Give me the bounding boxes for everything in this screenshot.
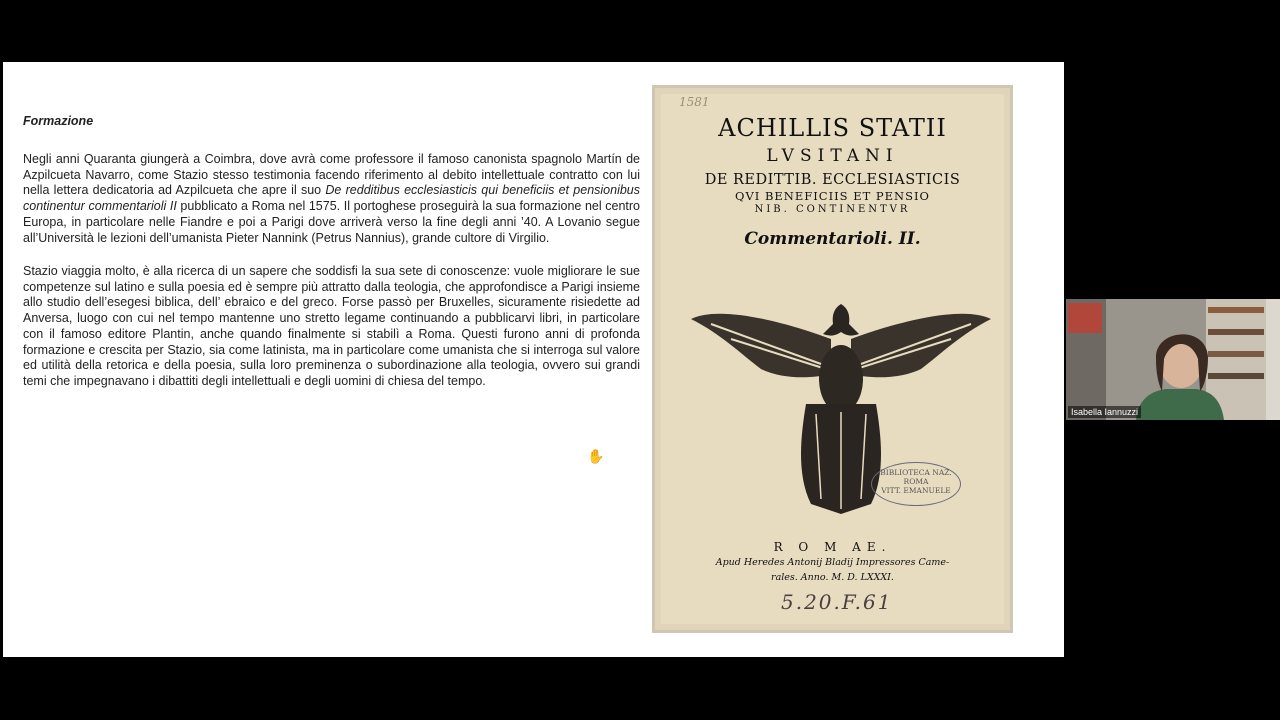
- library-stamp: [871, 462, 961, 506]
- imprint-line-3: rales. Anno. M. D. LXXXI.: [771, 572, 894, 583]
- paragraph-1-text-a: Negli anni Quaranta giungerà a Coimbra, dove avrà come professore il famoso canonista spagnolo Martín de Azpilcueta Navarro, come Stazio stesso testimonia facendo riferimento al debito intellettuale contratto con lui nella lettera dedicatoria ad Azpilcueta che apre il suo: [23, 152, 640, 198]
- paragraph-1-text-b: pubblicato a Roma nel 1575. Il portoghese proseguirà la sua formazione nel centro Europa, in particolare nelle Fiandre e poi a Parigi dove arriverà verso la fine degli anni ’40. A Lovanio segue all’Università le lezioni dell’umanista Pieter Nannink (Petrus Nannius), grande cultore di Virgilio.: [23, 199, 640, 245]
- title-line-1: ACHILLIS STATII: [718, 114, 947, 142]
- stamp-line-3: VITT. EMANUELE: [881, 486, 951, 495]
- stamp-line-2: ROMA: [903, 477, 929, 486]
- handwritten-year: 1581: [679, 95, 710, 109]
- title-line-5: NIB. CONTINENTVR: [754, 204, 911, 215]
- paragraph-1: [23, 152, 640, 246]
- video-feed: [1066, 299, 1280, 420]
- slide-heading: Formazione: [23, 114, 94, 128]
- stamp-line-1: BIBLIOTECA NAZ.: [880, 468, 952, 477]
- presentation-slide: [3, 62, 1064, 657]
- imprint-line-1: R O M AE.: [773, 540, 892, 554]
- imprint-line-2: Apud Heredes Antonij Bladij Impressores Came-: [715, 557, 950, 568]
- title-line-3: DE REDITTIB. ECCLESIASTICIS: [704, 172, 961, 188]
- participant-name-label: Isabella Iannuzzi: [1068, 406, 1141, 418]
- title-page-paper: [661, 94, 1004, 624]
- title-line-2: LVSITANI: [766, 146, 899, 166]
- hand-grab-icon: ✋: [587, 448, 605, 464]
- participant-video-tile[interactable]: [1066, 299, 1280, 420]
- title-line-6: Commentarioli. II.: [744, 229, 921, 249]
- title-line-4: QVI BENEFICIIS ET PENSIO: [735, 189, 930, 203]
- book-title-italic: De redditibus ecclesiasticis qui beneficiis et pensionibus continentur commentarioli II: [23, 183, 641, 214]
- book-title-page-image: [652, 85, 1013, 633]
- paragraph-2: Stazio viaggia molto, è alla ricerca di un sapere che soddisfi la sua sete di conoscenze: vuole migliorare le sue competenze sul latino e sulla poesia ed è sempre più attratto dalla teologia, che approfondisce a Parigi insieme allo studio dell’esegesi biblica, dell’ ebraico e del greco. Forse passò per Bruxelles, sicuramente risiedette ad Anversa, luogo con cui nel tempo mantenne uno stretto legame continuando a pubblicarvi libri, in particolare con il famoso editore Plantin, anche quando finalmente si stabilì a Roma. Questi furono anni di profonda formazione e crescita per Stazio, sia come latinista, ma in particolare come umanista che si interroga sul valore ed utilità della retorica e della poesia, sulla loro preminenza o subordinazione alla teologia, ovvero sui grandi temi che impegnavano i dibattiti degli intellettuali e degli uomini di chiesa del tempo.: [23, 264, 640, 388]
- shelfmark: 5.20.F.61: [781, 590, 893, 614]
